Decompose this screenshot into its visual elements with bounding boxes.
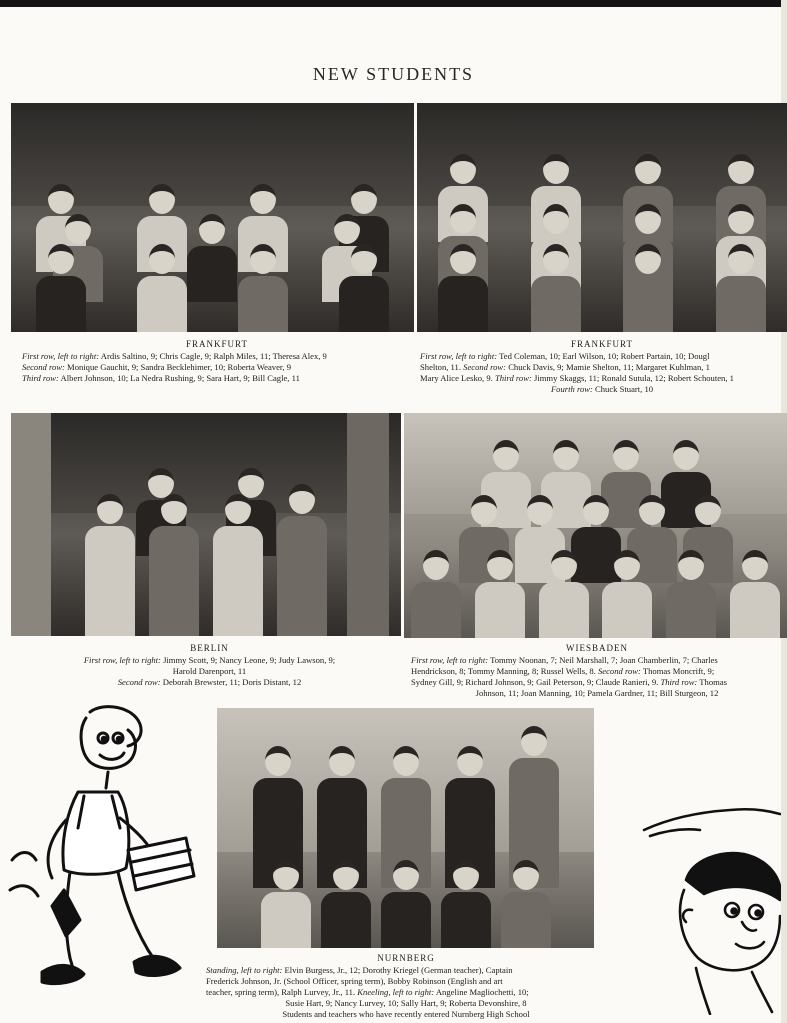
caption-text: Deborah Brewster, 11; Doris Distant, 12: [162, 677, 302, 687]
caption-text: Ted Coleman, 10; Earl Wilson, 10; Robert Partain, 10; Dougl: [499, 351, 710, 361]
caption-heading: FRANKFURT: [186, 339, 248, 349]
caption-label: Second row:: [22, 362, 65, 372]
caption-text: Chuck Stuart, 10: [595, 384, 654, 394]
caption-label: Kneeling, left to right:: [357, 987, 435, 997]
caption-text: Chuck Davis, 9; Mamie Shelton, 11; Margaret Kuhlman, 1: [508, 362, 710, 372]
wiesbaden-photo: [404, 413, 787, 638]
caption-text: Mary Alice Lesko, 9.: [420, 373, 493, 383]
caption-text: Tommy Noonan, 7; Neil Marshall, 7; Joan Chamberlin, 7; Charles: [490, 655, 718, 665]
caption-label: Second row:: [463, 362, 507, 372]
caption-text: Thomas: [699, 677, 727, 687]
caption-heading: WIESBADEN: [566, 643, 628, 653]
caption-text: Elvin Burgess, Jr., 12; Dorothy Kriegel (German teacher), Captain: [284, 965, 513, 975]
frankfurt-right-photo: [417, 103, 787, 332]
caption-text: teacher, spring term), Ralph Lurvey, Jr., 11.: [206, 987, 356, 997]
caption-text: Jimmy Scott, 9; Nancy Leone, 9; Judy Lawson, 9;: [163, 655, 336, 665]
caption-text: Sydney Gill, 9; Richard Johnson, 9; Gail Peterson, 9; Claude Ranieri, 9.: [411, 677, 659, 687]
caption-label: First row, left to right:: [411, 655, 489, 665]
caption-text: Monique Gauchit, 9; Sandra Becklehimer, 10; Roberta Weaver, 9: [67, 362, 292, 372]
caption-label: Second row:: [117, 677, 161, 687]
page-title: NEW STUDENTS: [312, 64, 475, 84]
caption-label: First row, left to right:: [83, 655, 161, 665]
berlin-caption: [22, 643, 397, 688]
nurnberg-caption: [206, 953, 606, 1020]
caption-text: Hendrickson, 8; Tommy Manning, 8; Russel Wells, 8.: [411, 666, 596, 676]
caption-text: Thomas Moncrift, 9;: [642, 666, 715, 676]
caption-text: Harold Darenport, 11: [172, 666, 247, 676]
caption-text: Angeline Magliochetti, 10;: [435, 987, 529, 997]
caption-text: Frederick Johnson, Jr. (School Officer, spring term), Bobby Robinson (English and art: [206, 976, 503, 986]
berlin-photo: [11, 413, 401, 636]
page-top-edge: [0, 0, 787, 7]
caption-text: Ardis Saltino, 9; Chris Cagle, 9; Ralph Miles, 11; Theresa Alex, 9: [100, 351, 327, 361]
caption-heading: FRANKFURT: [571, 339, 633, 349]
nurnberg-photo: [217, 708, 594, 948]
caption-text: Shelton, 11.: [420, 362, 461, 372]
caption-text: Susie Hart, 9; Nancy Lurvey, 10; Sally Hart, 9; Roberta Devonshire, 8: [285, 998, 527, 1008]
caption-text: Albert Johnson, 10; La Nedra Rushing, 9; Sara Hart, 9; Bill Cagle, 11: [60, 373, 300, 383]
caption-text: Johnson, 11; Joan Manning, 10; Pamela Gardner, 11; Bill Sturgeon, 12: [475, 688, 719, 698]
caption-label: First row, left to right:: [22, 351, 100, 361]
boy-with-cap-icon: [640, 790, 781, 1015]
caption-text: Jimmy Skaggs, 11; Ronald Sutula, 12; Robert Schouten, 1: [533, 373, 734, 383]
caption-heading: NURNBERG: [377, 953, 435, 963]
caption-label: Third row:: [494, 373, 532, 383]
frankfurt-left-photo: [11, 103, 414, 332]
caption-text: Students and teachers who have recently entered Nurnberg High School: [282, 1009, 530, 1019]
boy-carrying-books-icon: [8, 700, 203, 1015]
caption-label: Standing, left to right:: [206, 965, 283, 975]
caption-label: Third row:: [22, 373, 59, 383]
caption-heading: BERLIN: [190, 643, 229, 653]
wiesbaden-caption: [411, 643, 783, 699]
caption-label: Second row:: [597, 666, 641, 676]
caption-label: Third row:: [660, 677, 698, 687]
caption-label: First row, left to right:: [420, 351, 498, 361]
frankfurt-right-caption: [420, 339, 784, 395]
frankfurt-left-caption: [22, 339, 412, 384]
caption-label: Fourth row:: [550, 384, 593, 394]
